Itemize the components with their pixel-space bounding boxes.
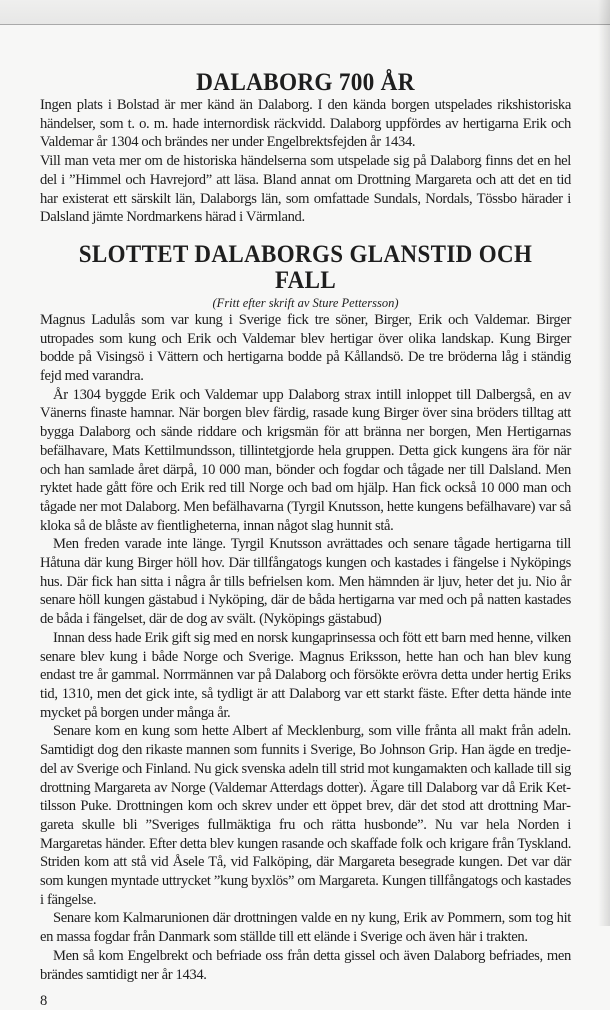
scan-top-edge: [0, 0, 610, 25]
paragraph: Magnus Ladulås som var kung i Sverige fick tre söner, Birger, Erik och Valdemar. Birger utropades som kung och Erik och Valdemar blev hertigar över olika landskap. Kung Birger bodde på Visingsö i Vättern och hertigarna bodde på Kållandsö. De tre bröderna låg i ständig fejd med varandra.: [40, 311, 571, 385]
section-heading: DALABORG 700 ÅR: [196, 69, 415, 96]
section-dalaborg-700: [40, 70, 571, 227]
paragraph: Senare kom Kalmarunionen där drottningen valde en ny kung, Erik av Pommern, som tog hit en massa fogdar från Danmark som ställde till ett elände i Sverige och även här i trakten.: [40, 910, 571, 946]
paragraph: Vill man veta mer om de historiska händelserna som utspelade sig på Dalaborg finns det en hel del i ”Himmel och Havrejord” att läsa. Bland annat om Drottning Margareta och att det en tid har existerat ett särskilt län, Dalaborgs län, som omfattade Sundals, Nordals, Tössbo härader i Dalsland jämte Nordmarkens härad i Värmland.: [40, 153, 571, 226]
section-glanstid-och-fall: [40, 242, 571, 984]
paragraph: År 1304 byggde Erik och Valdemar upp Dalaborg strax intill inloppet till Dalbergså, en av Vänerns finaste hamnar. När borgen blev färdig, rasade kung Birger över sina bröders tilltag att bygga Dalaborg och sände riddare och krigsmän för att bränna ner borgen, Men Hertigarnas befälhavare, Mats Kettilmundsson, tillintetgjorde hela gruppen. Detta gick kungens ära för när och han samlade året därpå, 10 000 man, bönder och fogdar och tågade ner till Dalsland. Men ryktet hade gått före och Erik red till Norge och bad om hjälp. Han fick också 10 000 man och tågade ner mot Dalaborg. Men befälhavarna (Tyrgil Knutsson, hette kungens befälhavare) var så kloka så de blåste av fientligheterna, innan något slag hunnit stå.: [40, 386, 571, 534]
paragraph: Innan dess hade Erik gift sig med en norsk kungaprinsessa och fött ett barn med henne, vilken senare blev kung i både Norge och Sverige. Magnus Eriksson, hette han och han blev kung endast tre år gammal. Norrmännen var på Dalaborg och försökte erövra detta under hertig Eriks tid, 1310, men det gick inte, så tydligt är att Dalaborg var ett starkt fäste. Efter detta hände inte mycket på borgen under många år.: [40, 629, 571, 721]
page-number: 8: [40, 993, 48, 1010]
paragraph: Senare kom en kung som hette Albert af Mecklenburg, som ville frånta all makt från adeln. Samtidigt dog den rikaste mannen som funnits i Sverige, Bo Johnson Grip. Han ägde en tredjedel av Sverige och Finland. Nu gick svenska adeln till strid mot kungamakten och kallade till sig drottning Margareta av Norge (Valdemar Atterdags dotter). Ägare till Dalaborg var då Erik Kettilsson Puke. Drottningen kom och skrev under ett öppet brev, där det stod att drottning Margareta skulle bli ”Sveriges fullmäktiga fru och rätta husbonde”. Nu var hela Norden i Margaretas händer. Efter detta blev kungen rasande och skaffade folk och krigare från Tyskland. Striden kom att stå vid Åsele Tå, vid Falköping, där Margareta besegrade kungen. Det var där som kungen myntade uttrycket ”kung byxlös” om Margareta. Kungen tillfångatogs och kastades i fängelse.: [40, 723, 571, 908]
section-heading: SLOTTET DALABORGS GLANSTID OCH FALL: [78, 240, 533, 294]
scan-right-edge-shadow: [598, 0, 610, 926]
document-page: [40, 70, 571, 1010]
paragraph: Men så kom Engelbrekt och befriade oss från detta gissel och även Dalaborg befriades, men brändes samtidigt ner år 1434.: [40, 947, 571, 983]
paragraph: Ingen plats i Bolstad är mer känd än Dalaborg. I den kända borgen utspelades rikshistoriska händelser, som t. o. m. hade internordisk räckvidd. Dalaborg uppfördes av hertigarna Erik och Valdemar år 1304 och brändes ner under Engelbrektsfejden år 1434.: [40, 97, 571, 151]
byline: (Fritt efter skrift av Sture Pettersson): [212, 295, 399, 310]
paragraph: Men freden varade inte länge. Tyrgil Knutsson avrättades och senare tågade hertigarna till Håtuna där kung Birger höll hov. Där tillfångatogs kungen och kastades i fängelse i Nyköpings hus. Där fick han sitta i några år tills befrielsen kom. Men hämnden är ljuv, heter det ju. Nio år senare höll kungen gästabud i Nyköping, där de båda hertigarna var med och på natten kastades de båda i fängelset, där de dog av svält. (Nyköpings gästabud): [40, 536, 571, 628]
